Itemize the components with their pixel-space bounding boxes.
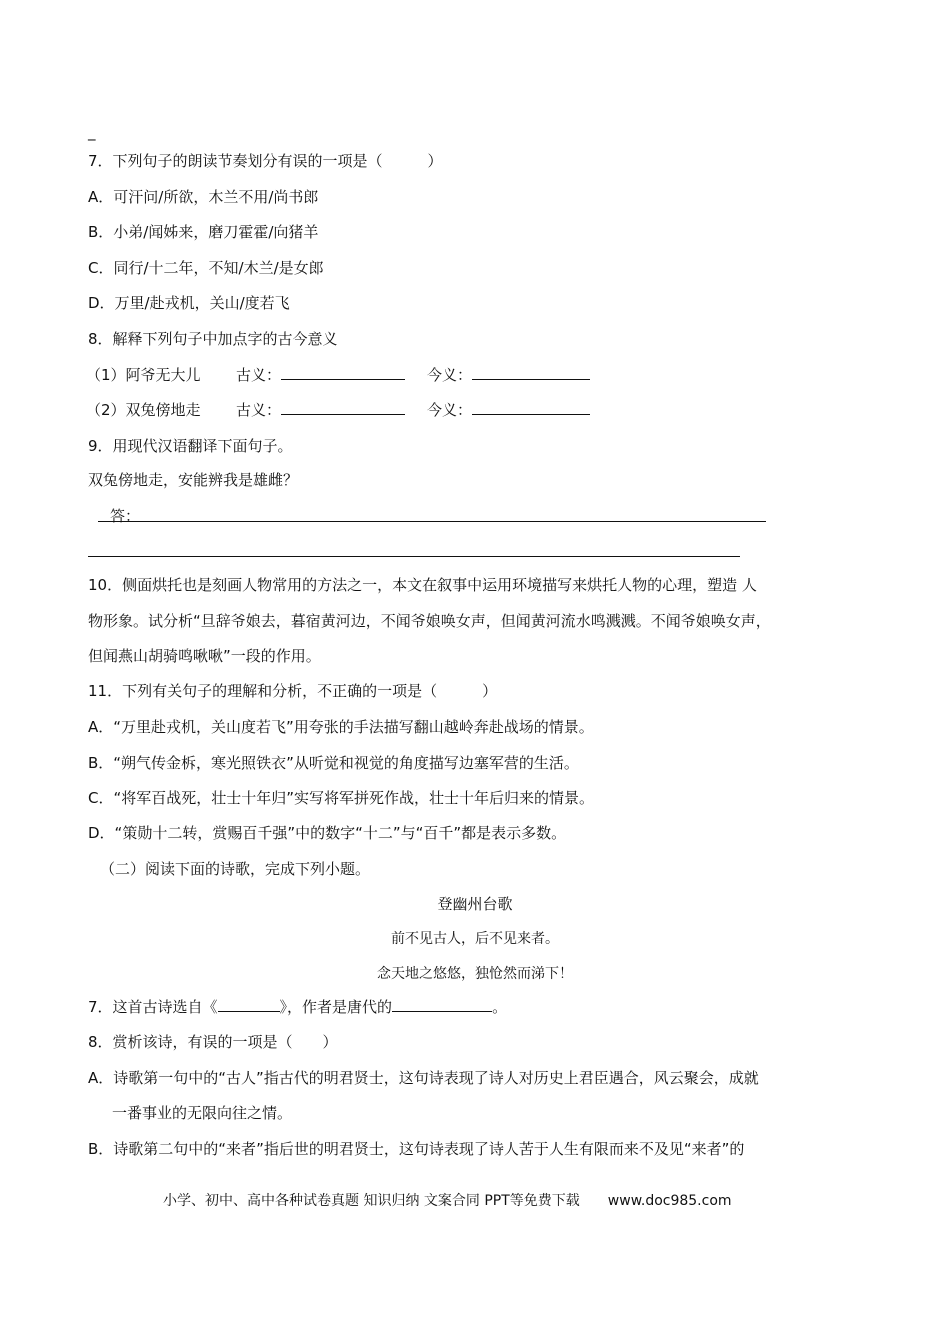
source-blank[interactable] <box>218 997 280 1012</box>
q9-answer-label: 答： <box>110 507 141 525</box>
footer <box>163 1191 732 1211</box>
q7-option-d: D．万里/赴戎机，关山/度若飞 <box>88 294 290 312</box>
q11-stem: 11．下列有关句子的理解和分析，不正确的一项是（ ） <box>88 682 498 700</box>
q8-item-2 <box>86 400 590 420</box>
answer-line-2[interactable] <box>88 556 740 557</box>
p8-stem: 8．赏析该诗，有误的一项是（ ） <box>88 1033 338 1051</box>
q7-option-c: C．同行/十二年，不知/木兰/是女郎 <box>88 259 324 277</box>
poem-title: 登幽州台歌 <box>437 895 513 913</box>
p7-question <box>88 997 507 1017</box>
q7-stem: 7．下列句子的朗读节奏划分有误的一项是（ ） <box>88 152 443 170</box>
q11-option-a: A．“万里赴戎机，关山度若飞”用夸张的手法描写翻山越岭奔赴战场的情景。 <box>88 718 594 736</box>
q8-item-label: （2）双兔傍地走 <box>86 401 201 419</box>
author-blank[interactable] <box>392 997 492 1012</box>
p7-text-a: 7．这首古诗选自《 <box>88 998 218 1016</box>
q11-option-d: D．“策勋十二转，赏赐百千强”中的数字“十二”与“百千”都是表示多数。 <box>88 824 567 842</box>
footer-url[interactable]: www.doc985.com <box>607 1193 732 1209</box>
gu-answer-blank[interactable] <box>281 365 405 380</box>
gu-answer-blank[interactable] <box>281 400 405 415</box>
q8-item-1 <box>86 365 590 385</box>
gu-label: 古义： <box>236 401 282 419</box>
answer-line-1[interactable] <box>98 521 766 522</box>
q9-stem: 9．用现代汉语翻译下面句子。 <box>88 437 293 455</box>
q10-line-3: 但闻燕山胡骑鸣啾啾”一段的作用。 <box>88 647 321 665</box>
p7-text-b: 》，作者是唐代的 <box>279 998 393 1016</box>
gu-label: 古义： <box>236 366 282 384</box>
p7-text-c: 。 <box>492 998 508 1016</box>
q11-option-c: C．“将军百战死，壮士十年归”实写将军拼死作战，壮士十年后归来的情景。 <box>88 789 595 807</box>
poem-line-2: 念天地之悠悠，独怆然而涕下！ <box>377 966 573 982</box>
p8-option-a-line-1: A．诗歌第一句中的“古人”指古代的明君贤士，这句诗表现了诗人对历史上君臣遇合，风云聚会，成就 <box>88 1069 759 1087</box>
jin-answer-blank[interactable] <box>472 365 590 380</box>
poem-line-1: 前不见古人，后不见来者。 <box>391 931 559 947</box>
q10-line-2: 物形象。试分析“旦辞爷娘去，暮宿黄河边，不闻爷娘唤女声，但闻黄河流水鸣溅溅。不闻爷娘唤女声， <box>88 612 771 630</box>
jin-label: 今义： <box>427 401 473 419</box>
q8-item-label: （1）阿爷无大儿 <box>86 366 201 384</box>
q7-option-b: B．小弟/闻姊来，磨刀霍霍/向猪羊 <box>88 223 319 241</box>
p8-option-b-line-1: B．诗歌第二句中的“来者”指后世的明君贤士，这句诗表现了诗人苦于人生有限而来不及见“来者”的 <box>88 1140 745 1158</box>
q11-option-b: B．“朔气传金柝，寒光照铁衣”从听觉和视觉的角度描写边塞军营的生活。 <box>88 754 579 772</box>
q7-option-a: A．可汗问/所欲，木兰不用/尚书郎 <box>88 188 319 206</box>
top-mark: _ <box>88 123 96 141</box>
jin-answer-blank[interactable] <box>472 400 590 415</box>
p8-option-a-line-2: 一番事业的无限向往之情。 <box>112 1104 293 1122</box>
section-heading: （二）阅读下面的诗歌，完成下列小题。 <box>100 860 371 878</box>
q10-line-1: 10．侧面烘托也是刻画人物常用的方法之一，本文在叙事中运用环境描写来烘托人物的心理，塑造 人 <box>88 576 757 594</box>
footer-text: 小学、初中、高中各种试卷真题 知识归纳 文案合同 PPT等免费下载 <box>163 1193 580 1209</box>
q8-stem: 8．解释下列句子中加点字的古今意义 <box>88 330 338 348</box>
jin-label: 今义： <box>427 366 473 384</box>
q9-sentence: 双兔傍地走，安能辨我是雄雌？ <box>88 471 299 489</box>
